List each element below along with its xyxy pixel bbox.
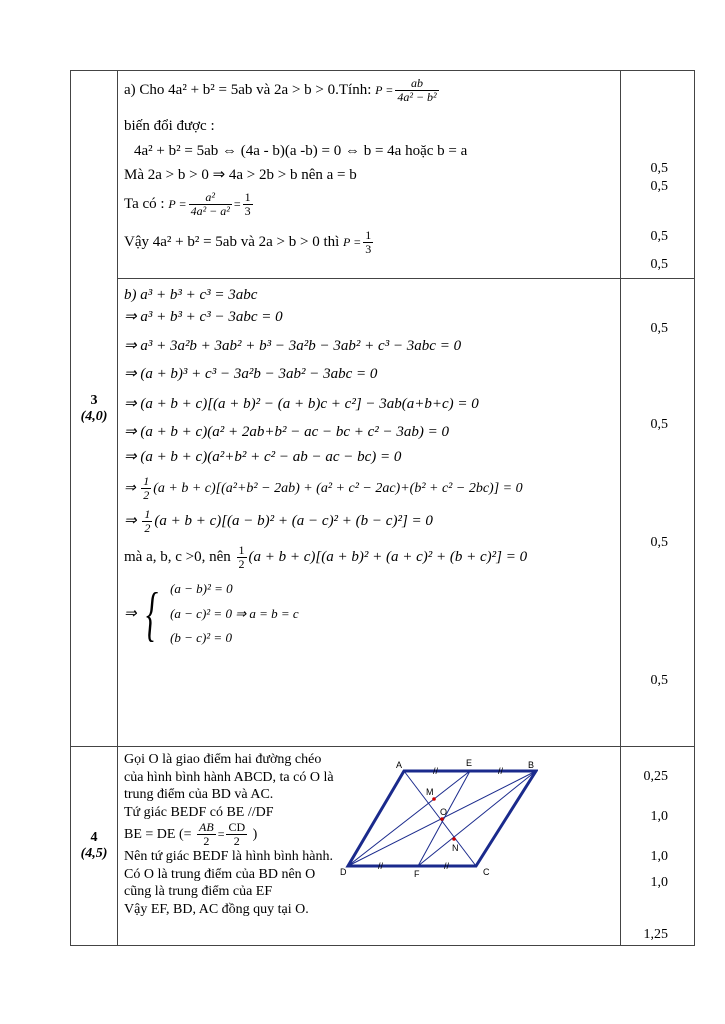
- diagonal-ac: [404, 771, 476, 866]
- p-calc-fraction: $\frac{\text{a²}}{\text{4a² − a²}}$: [190, 190, 230, 219]
- p-calc-result: $\frac{1}{3}$: [244, 190, 251, 219]
- left-brace: {: [146, 580, 159, 647]
- q3a-row: [71, 71, 695, 279]
- score: 1,0: [650, 875, 668, 890]
- segment-ef: [418, 771, 470, 866]
- system-equations: (a − b)² = 0 (a − c)² = 0 ⇒ a = b = c (b − c)² = 0: [170, 580, 299, 646]
- label-m: M: [426, 787, 434, 797]
- q3a-line-6: Vậy 4a² + b² = 5ab và 2a > b > 0 thì P = $\frac{1}{3}$: [124, 227, 372, 256]
- label-e: E: [466, 758, 473, 768]
- q4-row: [71, 747, 695, 946]
- q3b-line-1: b) a³ + b³ + c³ = 3abc: [124, 287, 258, 303]
- label-n: N: [452, 843, 459, 853]
- label-b: B: [528, 760, 535, 770]
- q3b-system: ⇒ { (a − b)² = 0 (a − c)² = 0 ⇒ a = b = c (b − c)² = 0: [124, 577, 614, 651]
- q3a-score-cell: [621, 71, 695, 279]
- q3-number-cell: [71, 71, 118, 747]
- segment-bf: [418, 771, 536, 866]
- q4-line: trung điểm của BD và AC.: [124, 787, 274, 802]
- solution-table: [70, 70, 695, 946]
- score: 0,5: [650, 321, 668, 336]
- q3a-content: [118, 71, 621, 279]
- tick-df: //: [378, 861, 384, 871]
- q3-points: (4,0): [80, 408, 108, 424]
- q3b-line-7: ⇒ (a + b + c)(a²+b² + c² − ab − ac − bc) = 0: [124, 448, 402, 465]
- tick-fc: //: [444, 861, 450, 871]
- q3a-line-1: a) Cho 4a² + b² = 5ab và 2a > b > 0.Tính: P = $\frac{ab}{\text{4a² − b²}}$: [124, 76, 437, 105]
- q3-number: 3: [90, 392, 98, 408]
- parallelogram-figure: [338, 757, 538, 882]
- q4-number-cell: [71, 747, 118, 946]
- tick-ae: //: [433, 766, 439, 776]
- half-fraction: $\frac{1}{2}$: [144, 507, 151, 536]
- point-n: [452, 837, 456, 841]
- p-result-fraction: $\frac{1}{3}$: [365, 227, 372, 256]
- score: 0,5: [650, 535, 668, 550]
- point-o: [440, 817, 444, 821]
- q4-line: Nên tứ giác BEDF là hình bình hành.: [124, 849, 334, 865]
- q3a-line-3: 4a² + b² = 5ab ⇔ (4a - b)(a -b) = 0 ⇔ b = 4a hoặc b = a: [134, 142, 468, 159]
- q4-number: 4: [90, 830, 98, 845]
- score: 1,25: [643, 927, 668, 942]
- score: 0,5: [650, 417, 668, 432]
- q4-line: của hình bình hành ABCD, ta có O là: [124, 769, 334, 785]
- label-f: F: [414, 869, 420, 879]
- cd-half-fraction: $\frac{CD}{2}$: [228, 820, 246, 849]
- q4-line: cũng là trung điểm của EF: [124, 884, 273, 900]
- score: 0,5: [650, 257, 668, 272]
- q4-line: Gọi O là giao điểm hai đường chéo: [124, 752, 322, 767]
- label-c: C: [483, 867, 490, 877]
- q4-line: BE = DE (= $\frac{AB}{2}$ = $\frac{CD}{2}$ ): [124, 820, 258, 849]
- score: 1,0: [650, 809, 668, 824]
- q3b-line-5: ⇒ (a + b + c)[(a + b)² − (a + b)c + c²] − 3ab(a+b+c) = 0: [124, 396, 479, 412]
- q3a-line-4: Mà 2a > b > 0 ⇒ 4a > 2b > b nên a = b: [124, 166, 357, 183]
- q4-points: (4,5): [80, 846, 108, 861]
- tick-eb: //: [498, 766, 504, 776]
- q3b-line-8: ⇒ $\frac{1}{2}$ (a + b + c)[(a²+b² − 2ab) + (a² + c² − 2ac)+(b² + c² − 2bc)] = 0: [124, 473, 523, 502]
- score: 0,5: [650, 229, 668, 244]
- q4-line: Có O là trung điểm của BD nên O: [124, 866, 316, 882]
- ab-half-fraction: $\frac{AB}{2}$: [199, 820, 214, 849]
- label-d: D: [340, 867, 347, 877]
- q3b-line-4: ⇒ (a + b)³ + c³ − 3a²b − 3ab² − 3abc = 0: [124, 365, 378, 382]
- q3b-line-3: ⇒ a³ + 3a²b + 3ab² + b³ − 3a²b − 3ab² + c³ − 3abc = 0: [124, 337, 462, 354]
- label-a: A: [396, 760, 403, 770]
- label-o: O: [440, 807, 448, 817]
- q4-score-cell: [621, 747, 695, 946]
- q3b-line-6: ⇒ (a + b + c)(a² + 2ab+b² − ac − bc + c² − 3ab) = 0: [124, 424, 450, 441]
- score: 0,25: [643, 769, 668, 784]
- p-def-fraction: $\frac{ab}{\text{4a² − b²}}$: [397, 76, 437, 105]
- score: 0,5: [650, 161, 668, 176]
- q4-content: [118, 747, 621, 946]
- q3b-score-cell: [621, 279, 695, 747]
- q3b-row: [71, 279, 695, 747]
- q4-line: Tứ giác BEDF có BE //DF: [124, 804, 274, 820]
- score: 1,0: [650, 849, 668, 864]
- q3b-line-2: ⇒ a³ + b³ + c³ − 3abc = 0: [124, 309, 283, 326]
- q4-line: Vậy EF, BD, AC đồng quy tại O.: [124, 901, 309, 917]
- q3a-line-5: Ta có : P = $\frac{\text{a²}}{\text{4a² − a²}}$ = $\frac{1}{3}$: [124, 190, 251, 219]
- score: 0,5: [650, 673, 668, 688]
- score: 0,5: [650, 179, 668, 194]
- half-fraction: $\frac{1}{2}$: [238, 542, 245, 571]
- half-fraction: $\frac{1}{2}$: [143, 473, 150, 502]
- q3a-line-2: biến đổi được :: [124, 118, 215, 135]
- q3b-line-10: mà a, b, c >0, nên $\frac{1}{2}$ (a + b + c)[(a + b)² + (a + c)² + (b + c)²] = 0: [124, 542, 528, 571]
- q3b-content: [118, 279, 621, 747]
- q3b-line-9: ⇒ $\frac{1}{2}$ (a + b + c)[(a − b)² + (a − c)² + (b − c)²] = 0: [124, 507, 433, 536]
- point-m: [432, 797, 436, 801]
